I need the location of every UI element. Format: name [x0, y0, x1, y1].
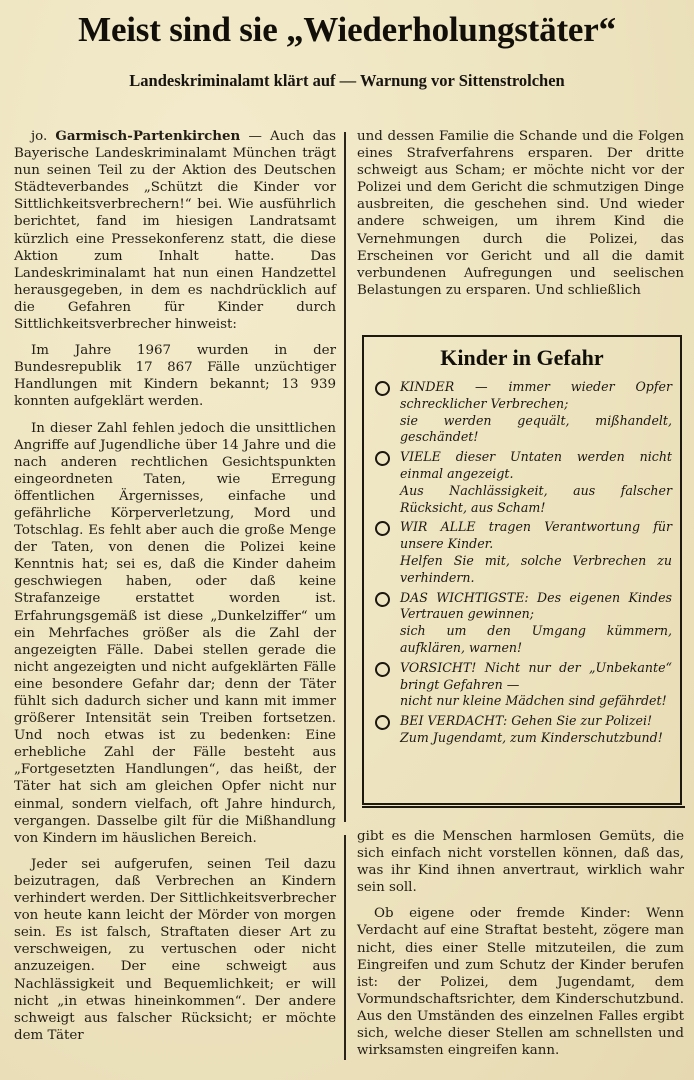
circle-bullet-icon — [375, 592, 390, 607]
box-item-line: sie werden gequält, mißhandelt, geschändet! — [400, 412, 672, 445]
box-item-line: BEI VERDACHT: Gehen Sie zur Polizei! — [400, 713, 653, 729]
article-paragraph: Jeder sei aufgerufen, seinen Teil dazu beizutragen, daß Verbrechen an Kindern verhindert werden. Der Sittlichkeitsverbrecher von heute kann leicht der Mörder von morgen sein. Es ist falsch, Straftaten dieser Art zu verschweigen, zu vertuschen oder nicht anzuzeigen. Der eine schweigt aus Nachlässigkeit und Bequemlichkeit; er will nicht „in etwas hineinkommen“. Der andere schweigt aus falscher Rücksicht; er möchte dem Täter — [14, 856, 336, 1043]
dateline-place: Garmisch-Partenkirchen — [55, 128, 241, 144]
box-item-line: Aus Nachlässigkeit, aus falscher Rücksicht, aus Scham! — [400, 482, 672, 515]
info-box — [362, 335, 682, 805]
paragraph-text: — Auch das Bayerische Landeskriminalamt München trägt nun seinen Teil zu der Aktion des Deutschen Städteverbandes „Schützt die Kinder vor Sittlichkeitsverbrechern!“ bei. Wie ausführlich berichtet, fand im hiesigen Landratsamt kürzlich eine Pressekonferenz statt, die diese Aktion zum Inhalt hatte. Das Landeskriminalamt hat nun einen Handzettel herausgegeben, in dem es nachdrücklich auf die Gefahren für Kinder durch Sittlichkeitsverbrecher hinweist: — [14, 129, 337, 333]
box-item-line: sich um den Umgang kümmern, aufklären, warnen! — [400, 623, 672, 655]
circle-bullet-icon — [375, 521, 390, 536]
box-item-line: nicht nur kleine Mädchen sind gefährdet! — [400, 693, 667, 709]
right-column-top — [357, 128, 684, 299]
circle-bullet-icon — [375, 381, 390, 396]
article-paragraph: Im Jahre 1967 wurden in der Bundesrepublik 17 867 Fälle unzüchtiger Handlungen mit Kindern bekannt; 13 939 konnten aufgeklärt werden. — [14, 343, 336, 410]
box-item-line: VORSICHT! Nicht nur der „Unbekante“ bringt Gefahren — — [400, 659, 672, 692]
box-title: Kinder in Gefahr — [440, 345, 604, 370]
dateline-prefix: jo. — [31, 129, 48, 144]
article-paragraph: gibt es die Menschen harmlosen Gemüts, die sich einfach nicht vorstellen können, daß das, was ihr Kind ihnen anvertraut, wirklich wahr sein soll. — [357, 829, 684, 896]
left-column — [14, 128, 336, 1044]
box-item — [372, 660, 672, 710]
article-paragraph: und dessen Familie die Schande und die Folgen eines Strafverfahrens ersparen. Der dritte schweigt aus Scham; er möchte nicht vor der Polizei und dem Gericht die schmutzigen Dinge ausbreiten, die geschehen sind. Und wieder andere schweigen, um ihrem Kind die Vernehmungen durch die Polizei, das Erscheinen vor Gericht und all die damit verbundenen Aufregungen und seelischen Belastungen zu ersparen. Und schließlich — [357, 129, 684, 298]
box-item-line: KINDER — immer wieder Opfer schrecklicher Verbrechen; — [400, 379, 672, 411]
box-item-line: DAS WICHTIGSTE: Des eigenen Kindes Vertrauen gewinnen; — [400, 589, 672, 622]
box-bottom-rule — [362, 806, 685, 808]
circle-bullet-icon — [375, 451, 390, 466]
headline: Meist sind sie „Wiederholungstäter“ — [78, 10, 616, 49]
column-divider — [344, 835, 346, 1060]
subheadline: Landeskriminalamt klärt auf — Warnung vor Sittenstrolchen — [129, 71, 565, 90]
column-divider — [344, 132, 346, 822]
box-item — [372, 713, 672, 747]
box-item — [372, 379, 672, 446]
right-column-bottom — [357, 828, 684, 1059]
box-item — [372, 449, 672, 516]
circle-bullet-icon — [375, 662, 390, 677]
box-item-line: WIR ALLE tragen Verantwortung für unsere Kinder. — [400, 519, 672, 552]
circle-bullet-icon — [375, 715, 390, 730]
box-item-line: Helfen Sie mit, solche Verbrechen zu verhindern. — [400, 552, 672, 585]
article-paragraph — [14, 128, 336, 333]
box-item-line: VIELE dieser Untaten werden nicht einmal angezeigt. — [400, 449, 672, 481]
box-item — [372, 519, 672, 586]
box-item — [372, 590, 672, 657]
article-paragraph: In dieser Zahl fehlen jedoch die unsittlichen Angriffe auf Jugendliche über 14 Jahre und die nach anderen rechtlichen Gesichtspunkten eingeordneten Taten, wie Erregung öffentlichen Ärgernisses, einfache und gefährliche Körperverletzung, Mord und Totschlag. Es fehlt aber auch die große Menge der Taten, von denen die Polizei keine Kenntnis hat; sei es, daß die Kinder daheim geschwiegen haben, oder daß keine Strafanzeige erstattet worden ist. Erfahrungsgemäß ist diese „Dunkelziffer“ um ein Mehrfaches größer als die Zahl der angezeigten Fälle. Dabei stellen gerade die nicht angezeigten und nicht aufgeklärten Fälle eine besondere Gefahr dar; denn der Täter fühlt sich dadurch sicher und kann mit immer größerer Intensität sein Treiben fortsetzen. Und noch etwas ist zu bedenken: Eine erhebliche Zahl der Fälle besteht aus „Fortgesetzten Handlungen“, das heißt, der Täter hat sich am gleichen Opfer nicht nur einmal, sondern vielfach, oft Jahre hindurch, vergangen. Dasselbe gilt für die Mißhandlung von Kindern im häuslichen Bereich. — [14, 420, 336, 846]
box-list — [372, 379, 672, 750]
article-paragraph: Ob eigene oder fremde Kinder: Wenn Verdacht auf eine Straftat besteht, zögere man nicht, dies einer Stelle mitzuteilen, die zum Eingreifen und zum Schutz der Kinder berufen ist: der Polizei, dem Jugendamt, dem Vormundschaftsrichter, dem Kinderschutzbund. Aus den Umständen des einzelnen Falles ergibt sich, welche dieser Stellen am schnellsten und wirksamsten eingreifen kann. — [357, 906, 684, 1059]
box-item-line: Zum Jugendamt, zum Kinderschutzbund! — [400, 729, 663, 745]
